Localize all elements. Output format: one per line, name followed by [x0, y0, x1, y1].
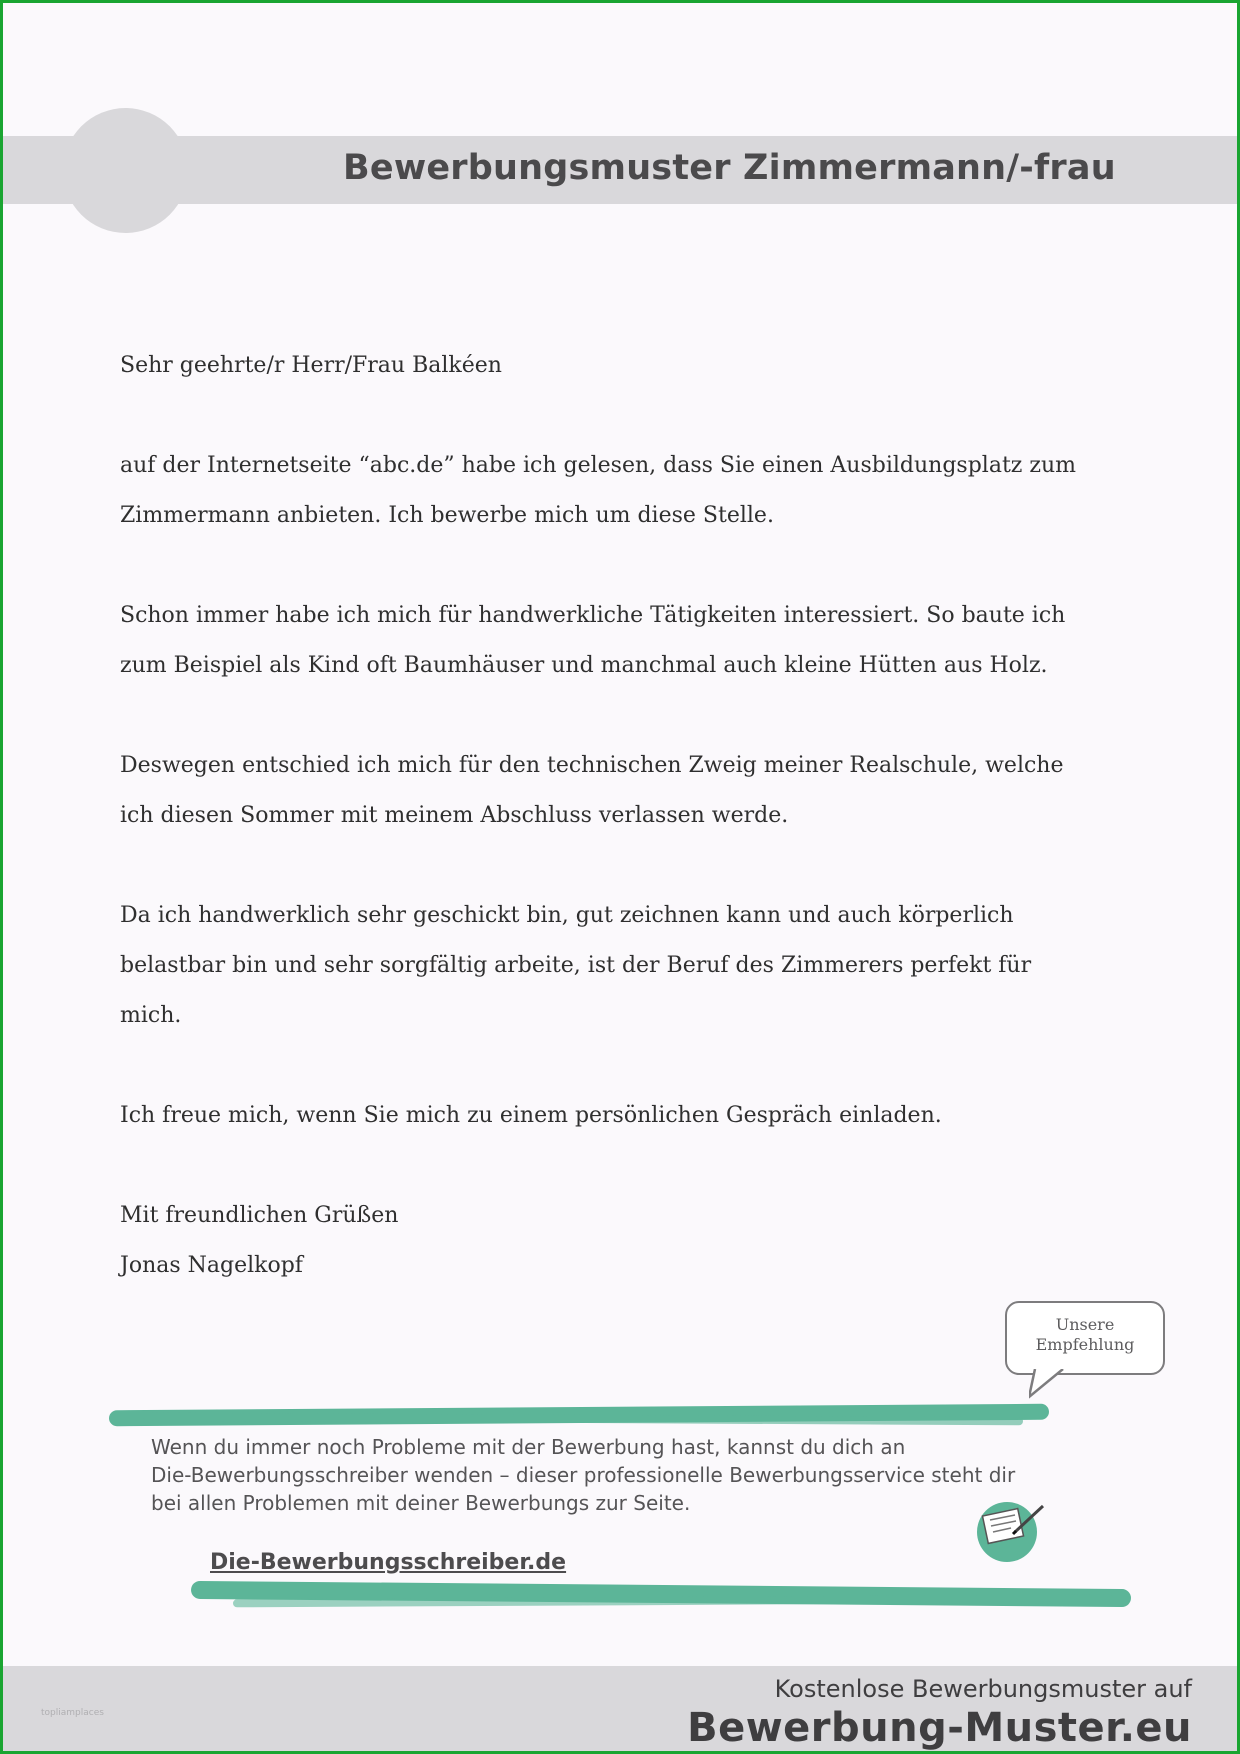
letter-body [120, 341, 1130, 1291]
paragraph-4-line-3: mich. [120, 1003, 182, 1028]
watermark: topliamplaces [41, 1708, 104, 1718]
bubble-line-2: Empfehlung [1035, 1335, 1135, 1354]
recommendation-bubble [1005, 1301, 1165, 1375]
paragraph-1-line-1: auf der Internetseite “abc.de” habe ich gelesen, dass Sie einen Ausbildungsplatz zum [120, 453, 1077, 478]
footer-site-name[interactable]: Bewerbung-Muster.eu [687, 1705, 1192, 1751]
paragraph-4-line-1: Da ich handwerklich sehr geschickt bin, gut zeichnen kann und auch körperlich [120, 903, 1014, 928]
promo-text [151, 1433, 1101, 1517]
promo-line-1: Wenn du immer noch Probleme mit der Bewerbung hast, kannst du dich an [151, 1435, 906, 1459]
promo-line-3: bei allen Problemen mit deiner Bewerbungs zur Seite. [151, 1491, 691, 1515]
signature: Jonas Nagelkopf [120, 1253, 303, 1278]
bubble-tail [1029, 1369, 1069, 1399]
salutation: Sehr geehrte/r Herr/Frau Balkéen [120, 353, 502, 378]
closing: Mit freundlichen Grüßen [120, 1203, 399, 1228]
promo-line-2: Die-Bewerbungsschreiber wenden – dieser professionelle Bewerbungsservice steht dir [151, 1463, 1016, 1487]
paragraph-2-line-2: zum Beispiel als Kind oft Baumhäuser und manchmal auch kleine Hütten aus Holz. [120, 653, 1048, 678]
paragraph-4-line-2: belastbar bin und sehr sorgfältig arbeite, ist der Beruf des Zimmerers perfekt für [120, 953, 1032, 978]
paragraph-5-line-1: Ich freue mich, wenn Sie mich zu einem persönlichen Gespräch einladen. [120, 1103, 942, 1128]
footer-tagline: Kostenlose Bewerbungsmuster auf [774, 1675, 1192, 1703]
bubble-line-1: Unsere [1055, 1315, 1115, 1334]
page-title: Bewerbungsmuster Zimmermann/-frau [343, 148, 1116, 188]
header-circle-decoration [63, 108, 188, 233]
paragraph-1-line-2: Zimmermann anbieten. Ich bewerbe mich um diese Stelle. [120, 503, 774, 528]
promo-link[interactable]: Die-Bewerbungsschreiber.de [210, 1550, 567, 1575]
paragraph-2-line-1: Schon immer habe ich mich für handwerkliche Tätigkeiten interessiert. So baute ich [120, 603, 1066, 628]
paragraph-3-line-2: ich diesen Sommer mit meinem Abschluss verlassen werde. [120, 803, 789, 828]
paragraph-3-line-1: Deswegen entschied ich mich für den technischen Zweig meiner Realschule, welche [120, 753, 1064, 778]
document-pen-icon [971, 1498, 1051, 1564]
